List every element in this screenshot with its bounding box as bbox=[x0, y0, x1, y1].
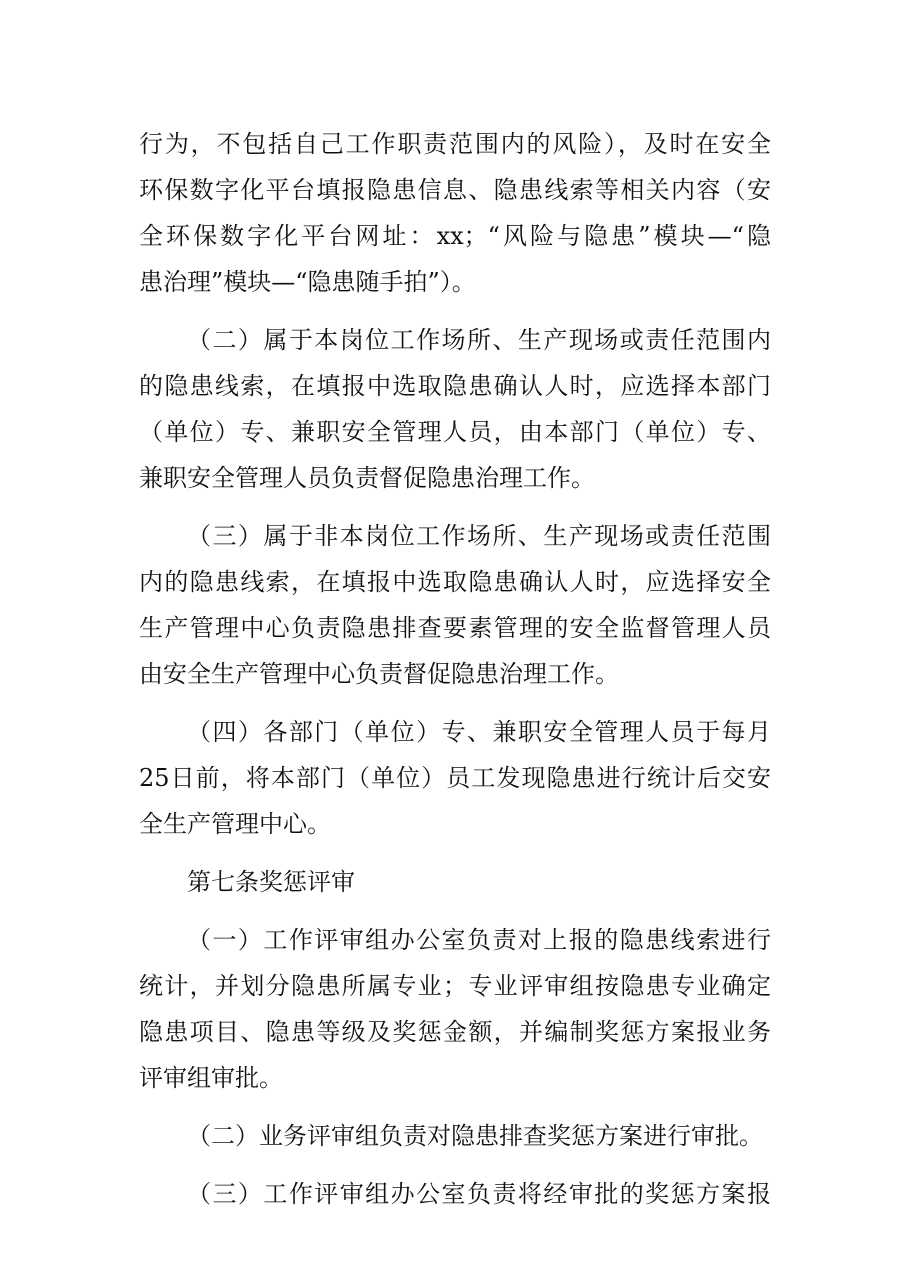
paragraph-line: （二）业务评审组负责对隐患排查奖惩方案进行审批。 bbox=[187, 1122, 763, 1150]
paragraph-line: 环保数字化平台填报隐患信息、隐患线索等相关内容（安 bbox=[139, 176, 771, 204]
paragraph-line: 由安全生产管理中心负责督促隐患治理工作。 bbox=[139, 660, 619, 688]
paragraph-line: 生产管理中心负责隐患排查要素管理的安全监督管理人员 bbox=[139, 614, 771, 642]
paragraph-line: 患治理”模块—“隐患随手拍”）。 bbox=[139, 268, 476, 296]
paragraph bbox=[139, 1113, 771, 1159]
paragraph-line: （三）工作评审组办公室负责将经审批的奖惩方案报 bbox=[187, 1180, 771, 1208]
paragraph-line: （一）工作评审组办公室负责对上报的隐患线索进行 bbox=[187, 926, 771, 954]
paragraph-line: （单位）专、兼职安全管理人员，由本部门（单位）专、 bbox=[139, 418, 771, 446]
paragraph-line: （四）各部门（单位）专、兼职安全管理人员于每月 bbox=[187, 718, 771, 746]
paragraph bbox=[139, 859, 771, 905]
paragraph-line: 的隐患线索，在填报中选取隐患确认人时，应选择本部门 bbox=[139, 372, 771, 400]
paragraph-line: 评审组审批。 bbox=[139, 1064, 283, 1092]
paragraph bbox=[139, 513, 771, 697]
paragraph-line: 全环保数字化平台网址：xx；“风险与隐患”模块—“隐 bbox=[139, 222, 771, 250]
paragraph-line: 行为，不包括自己工作职责范围内的风险），及时在安全 bbox=[139, 130, 771, 158]
paragraph bbox=[139, 1171, 771, 1217]
paragraph-line: 25日前，将本部门（单位）员工发现隐患进行统计后交安 bbox=[139, 764, 771, 792]
paragraph-line: （三）属于非本岗位工作场所、生产现场或责任范围 bbox=[187, 522, 771, 550]
paragraph-line: 第七条奖惩评审 bbox=[187, 868, 355, 896]
paragraph bbox=[139, 317, 771, 501]
paragraph-line: 隐患项目、隐患等级及奖惩金额，并编制奖惩方案报业务 bbox=[139, 1018, 771, 1046]
paragraph-line: 内的隐患线索，在填报中选取隐患确认人时，应选择安全 bbox=[139, 568, 771, 596]
paragraph-line: 统计，并划分隐患所属专业；专业评审组按隐患专业确定 bbox=[139, 972, 771, 1000]
document-body bbox=[139, 121, 771, 1229]
paragraph bbox=[139, 917, 771, 1101]
paragraph-line: 兼职安全管理人员负责督促隐患治理工作。 bbox=[139, 464, 595, 492]
paragraph bbox=[139, 121, 771, 305]
paragraph-line: （二）属于本岗位工作场所、生产现场或责任范围内 bbox=[187, 326, 771, 354]
paragraph-line: 全生产管理中心。 bbox=[139, 810, 331, 838]
paragraph bbox=[139, 709, 771, 847]
